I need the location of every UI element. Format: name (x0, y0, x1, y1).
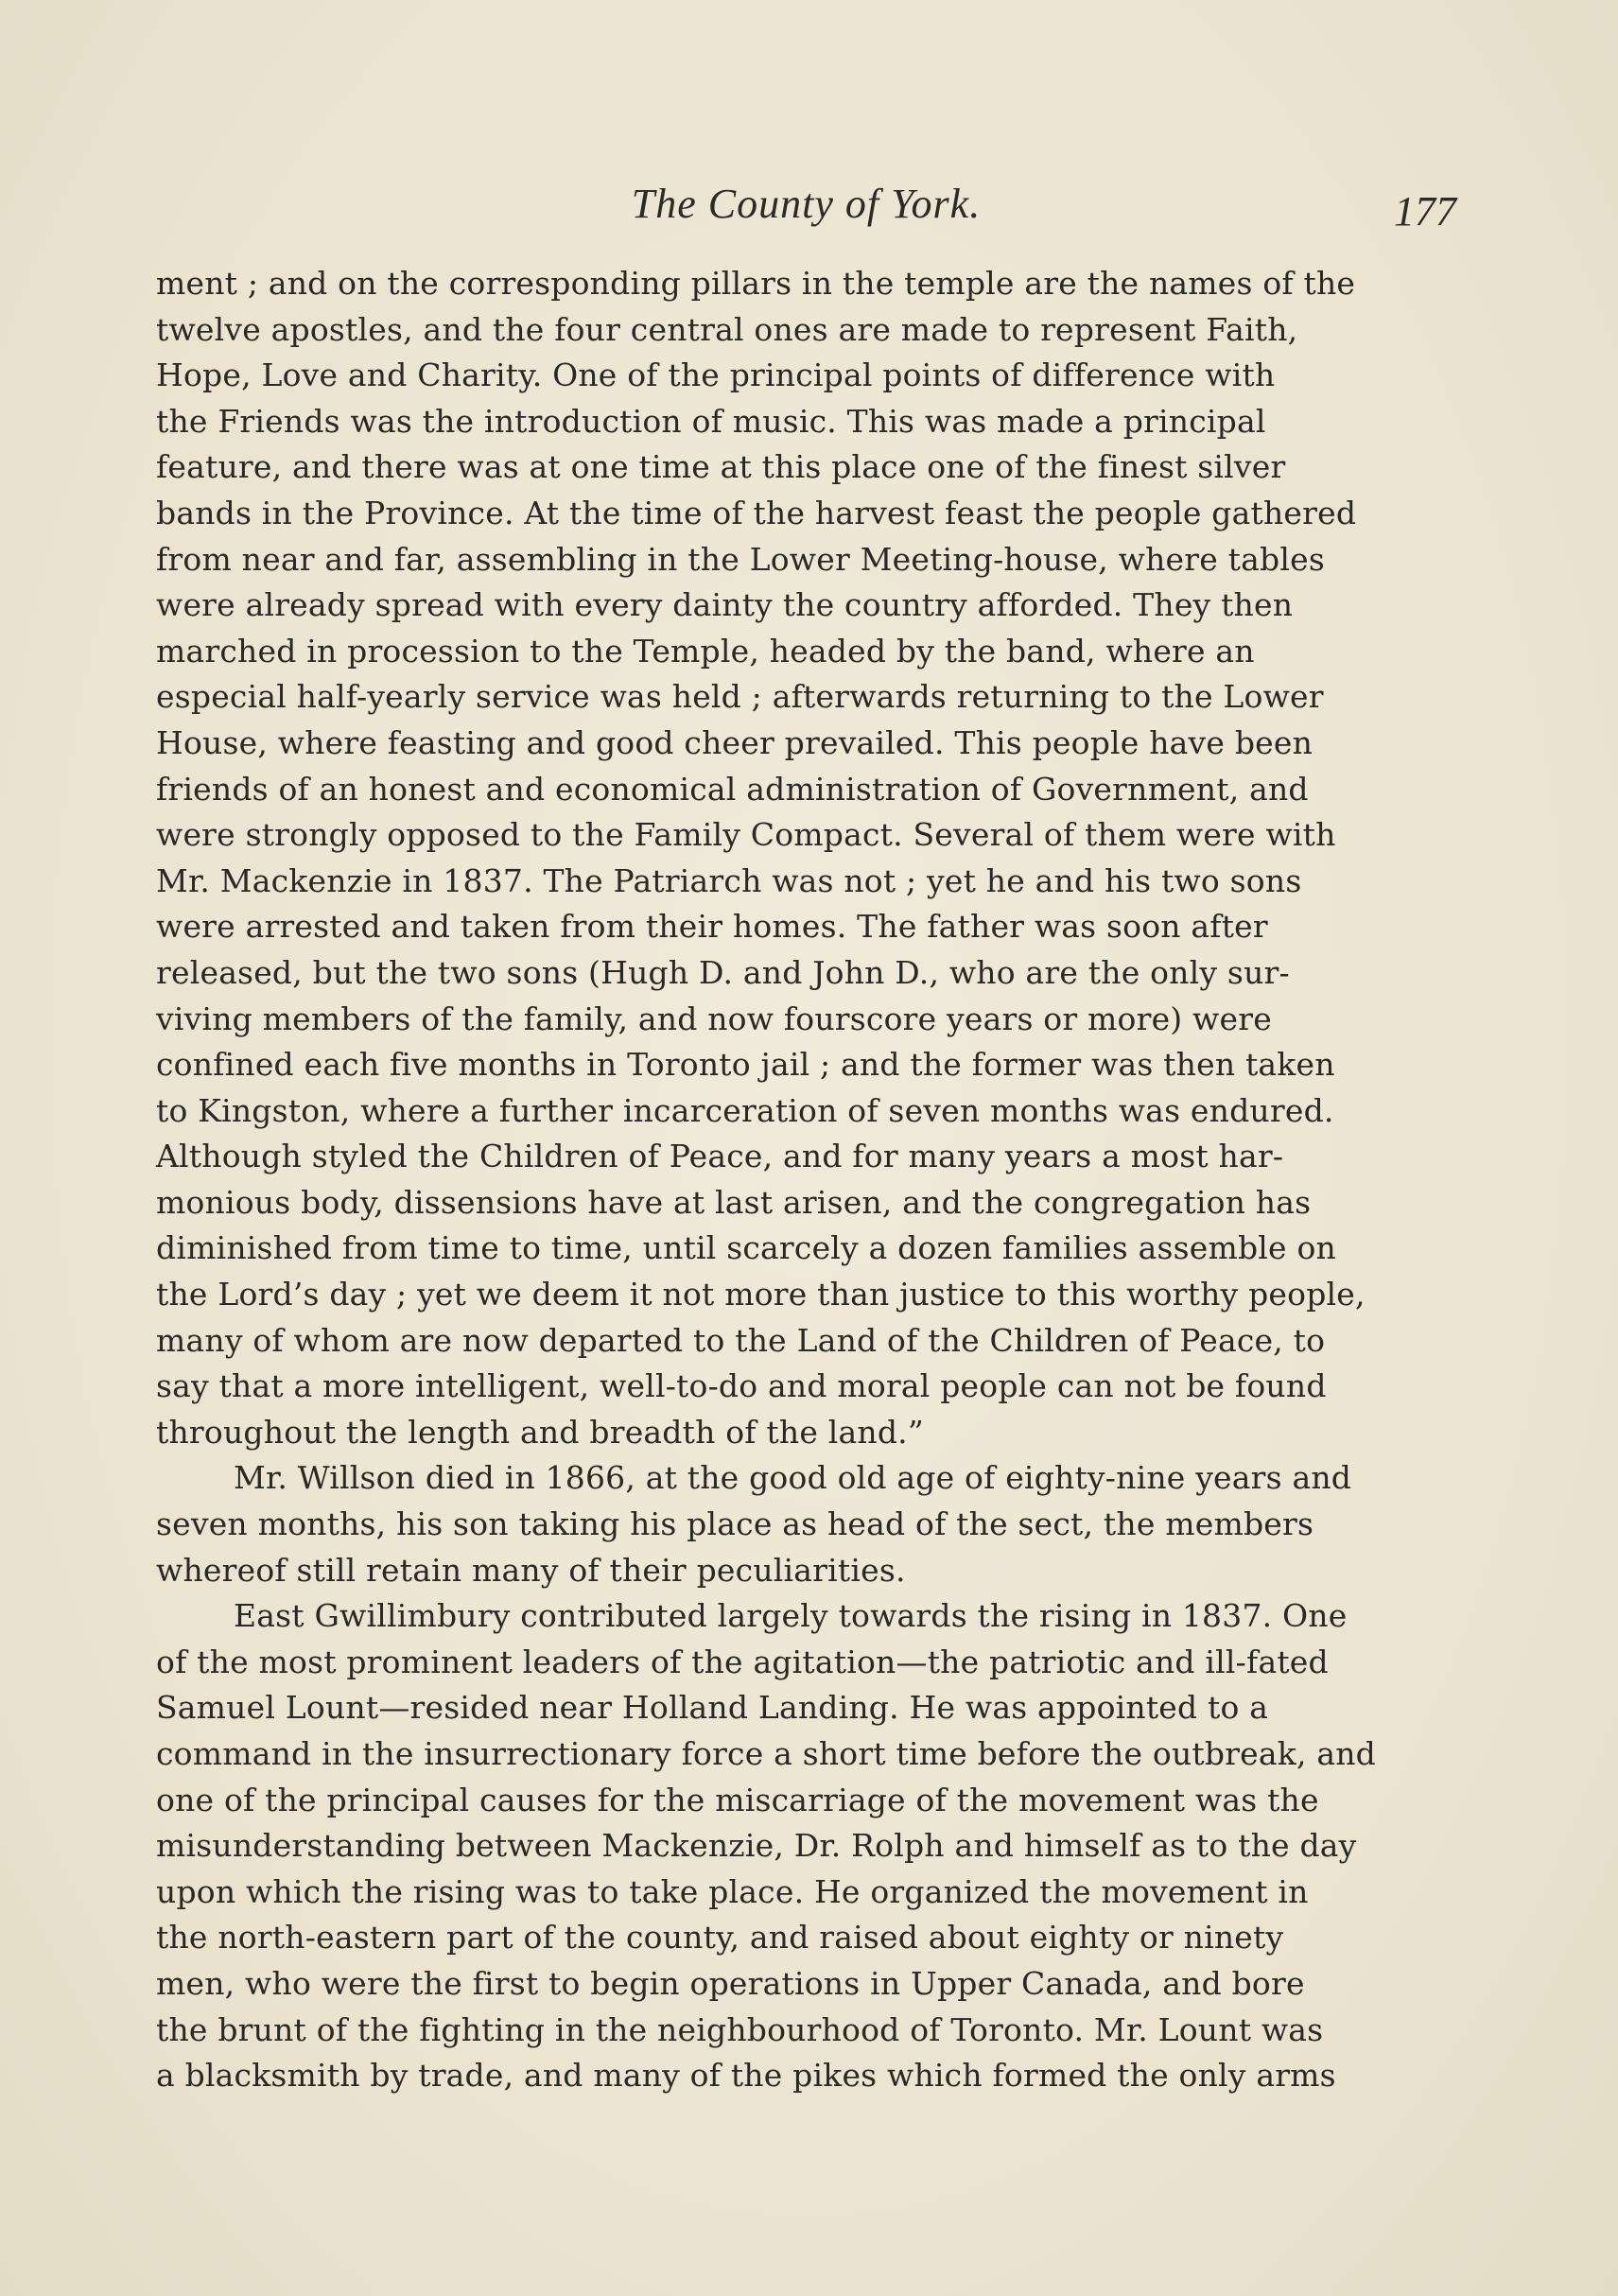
text-line: whereof still retain many of their peculiarities. (156, 1551, 906, 1589)
text-line: especial half-yearly service was held ; afterwards returning to the Lower (156, 678, 1324, 716)
text-line: released, but the two sons (Hugh D. and John D., who are the only sur- (156, 953, 1290, 991)
text-line: to Kingston, where a further incarceration of seven months was endured. (156, 1091, 1334, 1129)
text-line: feature, and there was at one time at this place one of the finest silver (156, 448, 1286, 486)
text-line: a blacksmith by trade, and many of the pikes which formed the only arms (156, 2057, 1336, 2095)
text-line: from near and far, assembling in the Lower Meeting-house, where tables (156, 540, 1325, 578)
running-title: The County of York. (631, 181, 982, 227)
text-line: House, where feasting and good cheer prevailed. This people have been (156, 723, 1314, 761)
text-line: Although styled the Children of Peace, and for many years a most har- (156, 1138, 1284, 1175)
text-line: say that a more intelligent, well-to-do and moral people can not be found (156, 1367, 1327, 1405)
text-line: twelve apostles, and the four central ones are made to represent Faith, (156, 310, 1298, 348)
text-line: upon which the rising was to take place. He organized the movement in (156, 1872, 1309, 1910)
text-line: command in the insurrectionary force a short time before the outbreak, and (156, 1735, 1376, 1772)
text-line: men, who were the first to begin operations in Upper Canada, and bore (156, 1964, 1305, 2002)
text-line: confined each five months in Toronto jail ; and the former was then taken (156, 1046, 1335, 1084)
text-line: East Gwillimbury contributed largely towards the rising in 1837. One (234, 1597, 1348, 1635)
text-line: the Lord’s day ; yet we deem it not more than justice to this worthy people, (156, 1276, 1366, 1313)
text-line: Samuel Lount—resided near Holland Landing. He was appointed to a (156, 1689, 1269, 1727)
text-line: the Friends was the introduction of music. This was made a principal (156, 402, 1266, 440)
text-line: viving members of the family, and now fourscore years or more) were (156, 1000, 1272, 1037)
text-line: bands in the Province. At the time of the harvest feast the people gathered (156, 494, 1357, 531)
text-line: Mr. Willson died in 1866, at the good old age of eighty-nine years and (234, 1459, 1352, 1497)
text-line: one of the principal causes for the miscarriage of the movement was the (156, 1781, 1319, 1818)
text-line: many of whom are now departed to the Land of the Children of Peace, to (156, 1321, 1326, 1359)
text-line: ment ; and on the corresponding pillars in the temple are the names of the (156, 265, 1356, 302)
running-head (156, 172, 1456, 238)
text-line: Hope, Love and Charity. One of the principal points of difference with (156, 357, 1276, 394)
body-text (156, 261, 1456, 2099)
page-number: 177 (1394, 188, 1456, 235)
text-line: monious body, dissensions have at last arisen, and the congregation has (156, 1183, 1312, 1221)
text-line: the brunt of the fighting in the neighbourhood of Toronto. Mr. Lount was (156, 2010, 1324, 2048)
text-line: were arrested and taken from their homes. The father was soon after (156, 908, 1268, 946)
text-line: Mr. Mackenzie in 1837. The Patriarch was not ; yet he and his two sons (156, 861, 1302, 899)
text-line: misunderstanding between Mackenzie, Dr. Rolph and himself as to the day (156, 1827, 1357, 1865)
text-line: friends of an honest and economical administration of Government, and (156, 770, 1309, 808)
text-line: of the most prominent leaders of the agitation—the patriotic and ill-fated (156, 1643, 1329, 1680)
text-line: were already spread with every dainty the country afforded. They then (156, 586, 1294, 624)
text-line: the north-eastern part of the county, and raised about eighty or ninety (156, 1919, 1284, 1957)
text-line: were strongly opposed to the Family Compact. Several of them were with (156, 816, 1336, 854)
text-line: seven months, his son taking his place as head of the sect, the members (156, 1505, 1314, 1543)
text-line: diminished from time to time, until scarcely a dozen families assemble on (156, 1229, 1336, 1267)
text-line: throughout the length and breadth of the land.” (156, 1413, 924, 1451)
text-line: marched in procession to the Temple, headed by the band, where an (156, 632, 1255, 670)
